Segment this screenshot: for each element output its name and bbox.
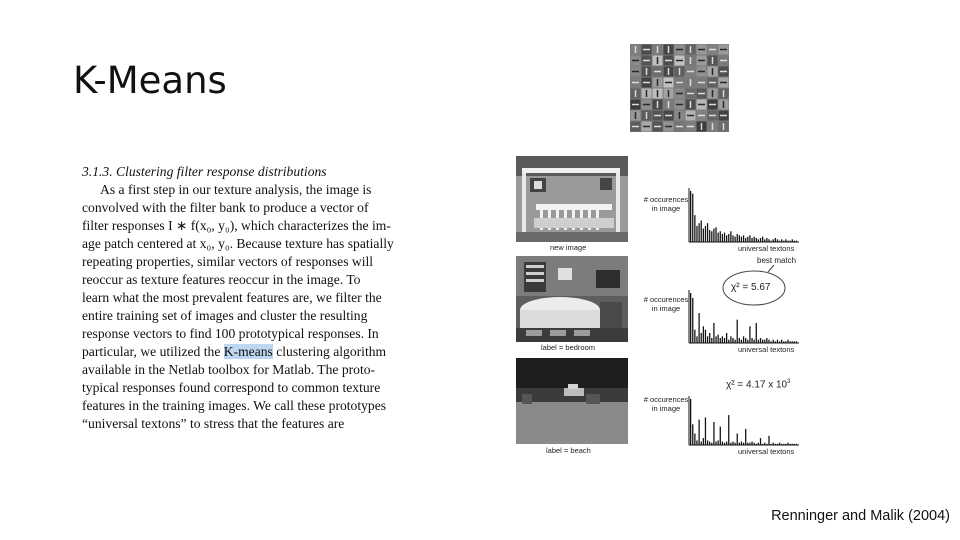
- paper-line: repeating properties, similar vectors of responses will: [82, 254, 374, 269]
- histogram-bar: [718, 440, 719, 445]
- histogram-bar: [756, 323, 757, 343]
- histogram-bar: [722, 336, 723, 343]
- paper-excerpt: [82, 163, 437, 433]
- chi-squared-best: χ² = 5.67: [731, 282, 771, 293]
- histogram-bar: [726, 333, 727, 343]
- histogram-bar: [722, 234, 723, 242]
- chi-squared-other: [726, 379, 790, 390]
- best-match-label: best match: [757, 256, 797, 265]
- histogram-bar: [690, 399, 691, 445]
- histogram-bar: [760, 238, 761, 242]
- histogram-bar: [694, 215, 695, 242]
- histogram-bar: [756, 238, 757, 242]
- histogram-bar: [737, 320, 738, 343]
- histogram-bar: [732, 338, 733, 343]
- histogram-bar: [751, 442, 752, 445]
- paper-line: features in the training images. We call these prototypes: [82, 398, 387, 413]
- hist-xlabel-3: universal textons: [738, 447, 795, 456]
- beach-photo: [516, 358, 628, 444]
- histogram-bar: [730, 336, 731, 343]
- histogram-bar: [713, 229, 714, 242]
- histogram-bar: [707, 440, 708, 445]
- histogram-bar: [760, 438, 761, 445]
- paper-line: available in the Netlab toolbox for Matlab. The proto-: [82, 362, 376, 377]
- histogram-bar: [760, 338, 761, 343]
- histogram-bar: [705, 330, 706, 343]
- histogram-bar: [718, 335, 719, 343]
- paper-line: filter responses I ∗ f(x₀, y₀), which characterizes the im-: [82, 218, 391, 233]
- histogram-bar: [711, 338, 712, 343]
- histogram-bar: [705, 417, 706, 445]
- histogram-bar: [698, 223, 699, 242]
- histogram-bar: [715, 227, 716, 242]
- histogram-bar: [751, 338, 752, 343]
- histogram-bar: [745, 429, 746, 445]
- histogram-bar: [734, 237, 735, 242]
- histogram-bar: [762, 237, 763, 242]
- histogram-bar: [715, 336, 716, 343]
- histogram-bar: [749, 235, 750, 242]
- section-heading: 3.1.3. Clustering filter response distributions: [82, 164, 327, 179]
- slide-title: K-Means: [73, 59, 227, 102]
- histogram-bar: [751, 238, 752, 242]
- histogram-bar: [745, 338, 746, 343]
- histogram-bar: [703, 229, 704, 242]
- histogram-bar: [701, 221, 702, 242]
- caption-bedroom: label = bedroom: [541, 343, 595, 352]
- histogram-bar: [703, 438, 704, 445]
- histogram-bar: [728, 415, 729, 445]
- histogram-bar: [722, 442, 723, 445]
- histogram-bar: [766, 338, 767, 343]
- histogram-bar: [720, 338, 721, 343]
- histogram-bar: [692, 424, 693, 445]
- texton-patch-grid: [630, 44, 729, 132]
- paper-line: age patch centered at x₀, y₀. Because texture has spatially: [82, 236, 394, 251]
- histogram-bar: [698, 420, 699, 445]
- hist-ylabel-text: # occurences in image: [643, 395, 689, 413]
- histogram-bar: [724, 233, 725, 242]
- histogram-bar: [724, 338, 725, 343]
- histogram-bar: [694, 330, 695, 343]
- histogram-bar: [711, 231, 712, 242]
- histogram-bar: [701, 442, 702, 445]
- histogram-bar: [713, 323, 714, 343]
- histogram-bar: [715, 442, 716, 445]
- histogram-bar: [749, 326, 750, 343]
- histogram-bar: [726, 442, 727, 445]
- hist-ylabel-text: # occurences in image: [643, 195, 689, 213]
- histogram-bar: [739, 235, 740, 242]
- kmeans-highlight: K-means: [223, 344, 273, 359]
- hist-ylabel-1: [636, 195, 696, 213]
- caption-beach: label = beach: [546, 446, 591, 455]
- histogram-bar: [720, 427, 721, 445]
- histogram-bar: [713, 422, 714, 445]
- new-image-photo: [516, 156, 628, 242]
- histogram-bar: [745, 238, 746, 242]
- histogram-bar: [703, 326, 704, 343]
- histogram-bar: [709, 442, 710, 445]
- histogram-bar: [737, 434, 738, 446]
- histogram-new-image: [688, 188, 800, 243]
- histogram-bar: [690, 293, 691, 343]
- histogram-bar: [696, 336, 697, 343]
- histogram-bar: [705, 226, 706, 242]
- histogram-bar: [696, 440, 697, 445]
- histogram-bar: [696, 226, 697, 242]
- histogram-bar: [692, 298, 693, 343]
- citation: Renninger and Malik (2004): [771, 508, 950, 524]
- hist-ylabel-text: # occurences in image: [643, 295, 689, 313]
- paper-line: response vectors to find 100 prototypical responses. In: [82, 326, 379, 341]
- paper-line: learn what the most prevalent features are, we filter the: [82, 290, 382, 305]
- histogram-bar: [732, 235, 733, 242]
- histogram-bar: [766, 238, 767, 242]
- histogram-bar: [743, 235, 744, 242]
- histogram-bar: [732, 442, 733, 445]
- histogram-bar: [701, 333, 702, 343]
- paper-line: reoccur as texture features reoccur in the image. To: [82, 272, 361, 287]
- histogram-bar: [692, 194, 693, 242]
- histogram-bar: [739, 338, 740, 343]
- histogram-bar: [690, 191, 691, 242]
- histogram-bar: [737, 234, 738, 242]
- histogram-bar: [707, 223, 708, 242]
- paper-line: As a first step in our texture analysis, the image is: [100, 182, 372, 197]
- paper-line: convolved with the filter bank to produce a vector of: [82, 200, 369, 215]
- hist-ylabel-2: [636, 295, 696, 313]
- paper-line-highlighted: [82, 343, 437, 361]
- paper-line: typical responses found correspond to common texture: [82, 380, 381, 395]
- histogram-bar: [709, 230, 710, 242]
- paper-text-after: clustering algorithm: [272, 344, 387, 359]
- histogram-bar: [730, 231, 731, 242]
- bedroom-photo: [516, 256, 628, 342]
- hist-ylabel-3: [636, 395, 696, 413]
- hist-xlabel-1: universal textons: [738, 244, 795, 253]
- histogram-bar: [741, 442, 742, 445]
- histogram-beach: [688, 396, 800, 446]
- histogram-bar: [726, 235, 727, 242]
- caption-new-image: new image: [550, 243, 587, 252]
- histogram-bar: [698, 313, 699, 343]
- histogram-bar: [720, 231, 721, 242]
- paper-text-before: particular, we utilized the: [82, 344, 224, 359]
- histogram-bar: [728, 234, 729, 242]
- histogram-bar: [747, 237, 748, 242]
- histogram-bar: [707, 336, 708, 343]
- histogram-bar: [768, 436, 769, 445]
- histogram-bar: [718, 233, 719, 242]
- chi-exponent: 3: [787, 379, 791, 385]
- paper-line: entire training set of images and cluster the resulting: [82, 308, 368, 323]
- paper-line: “universal textons” to stress that the features are: [82, 416, 345, 431]
- histogram-bar: [754, 237, 755, 242]
- histogram-bar: [709, 333, 710, 343]
- histogram-bar: [775, 238, 776, 242]
- chi-value: χ² = 4.17 x 10: [726, 379, 788, 391]
- histogram-bar: [694, 434, 695, 446]
- histogram-bar: [743, 336, 744, 343]
- hist-xlabel-2: universal textons: [738, 345, 795, 354]
- histogram-bar: [741, 237, 742, 242]
